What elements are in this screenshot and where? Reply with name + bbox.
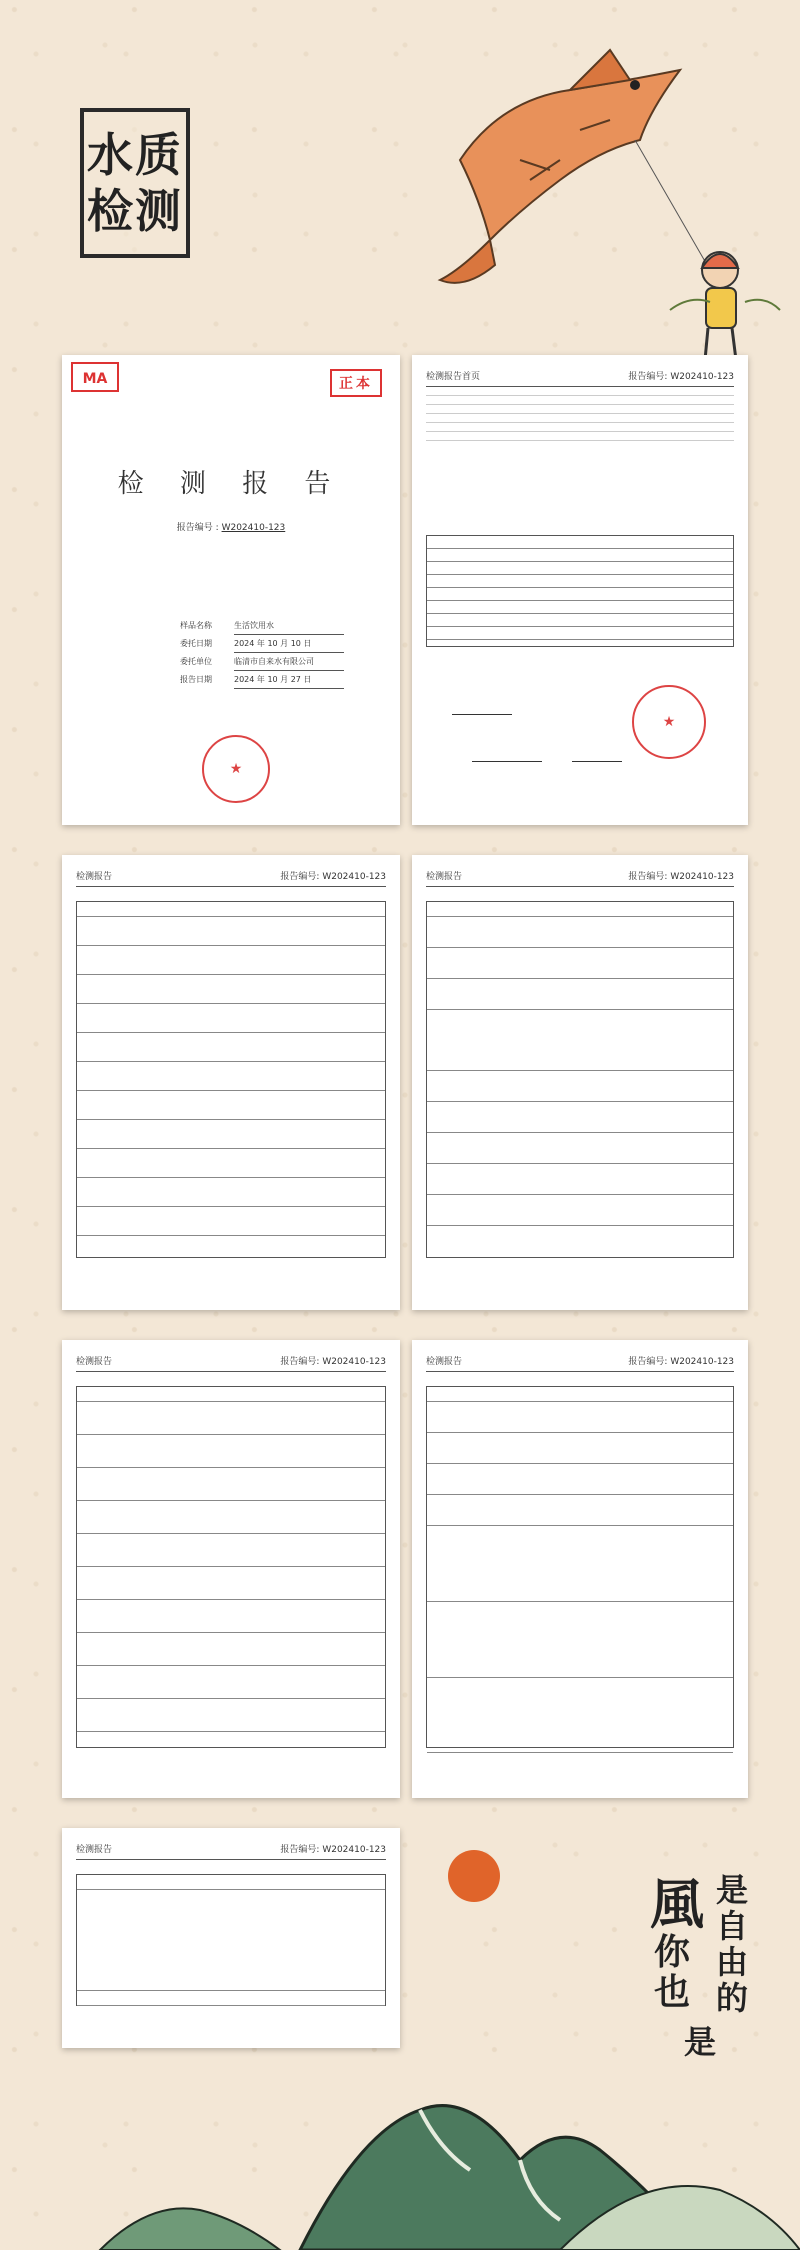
title-line-1: 水质 bbox=[87, 128, 183, 182]
results-table bbox=[76, 1386, 386, 1748]
cma-mark-icon bbox=[70, 361, 130, 407]
report-page-3 bbox=[62, 855, 400, 1310]
sample-name-row: 样品名称 生活饮用水 bbox=[180, 617, 344, 635]
report-page-4 bbox=[412, 855, 748, 1310]
signature-tester bbox=[572, 747, 622, 762]
signature-approver bbox=[452, 700, 512, 715]
calligraphy-poem bbox=[650, 1862, 760, 2072]
report-date-row: 报告日期 2024 年 10 月 27 日 bbox=[180, 671, 344, 689]
kite-illustration bbox=[420, 40, 800, 370]
poem-col-1: 風 bbox=[650, 1872, 704, 1936]
equipment-table bbox=[426, 535, 734, 647]
original-copy-stamp: 正本 bbox=[330, 369, 382, 397]
poem-col-3: 是自由的 bbox=[716, 1871, 749, 2017]
info-lines bbox=[426, 395, 734, 449]
report-page-2 bbox=[412, 355, 748, 825]
page-header: 检测报告 报告编号: W202410-123 bbox=[426, 869, 734, 887]
report-page-6 bbox=[412, 1340, 748, 1798]
report-number-label: 报告编号 bbox=[176, 523, 213, 533]
client-row: 委托单位 临清市自来水有限公司 bbox=[180, 653, 344, 671]
report-number: 报告编号 : W202410-123 bbox=[176, 523, 286, 533]
report-cover-page bbox=[62, 355, 400, 825]
results-table bbox=[426, 1386, 734, 1748]
results-table bbox=[76, 901, 386, 1258]
page-header: 检测报告 报告编号: W202410-123 bbox=[76, 869, 386, 887]
title-line-2: 检测 bbox=[87, 184, 183, 238]
results-table bbox=[426, 901, 734, 1258]
report-number-value: W202410-123 bbox=[221, 523, 286, 533]
report-page-5 bbox=[62, 1340, 400, 1798]
page-header: 检测报告 报告编号: W202410-123 bbox=[76, 1842, 386, 1860]
lab-seal bbox=[202, 735, 270, 803]
page-header: 检测报告 报告编号: W202410-123 bbox=[426, 1354, 734, 1372]
report-page-7 bbox=[62, 1828, 400, 2048]
page-title-box bbox=[80, 108, 190, 258]
poem-col-2: 你也 bbox=[654, 1931, 691, 2013]
cover-info-block bbox=[180, 617, 344, 689]
signature-reviewer bbox=[472, 747, 542, 762]
report-heading: 检 测 报 告 bbox=[117, 469, 345, 499]
poem-col-4: 是 bbox=[684, 2023, 717, 2061]
commission-date-row: 委托日期 2024 年 10 月 10 日 bbox=[180, 635, 344, 653]
lab-seal bbox=[632, 685, 706, 759]
sun-illustration bbox=[448, 1850, 500, 1902]
page-header: 检测报告 报告编号: W202410-123 bbox=[76, 1354, 386, 1372]
page-header: 检测报告首页 报告编号: W202410-123 bbox=[426, 369, 734, 387]
mountain-illustration bbox=[0, 2050, 800, 2250]
svg-text:MA: MA bbox=[82, 371, 108, 387]
results-table bbox=[76, 1874, 386, 2006]
